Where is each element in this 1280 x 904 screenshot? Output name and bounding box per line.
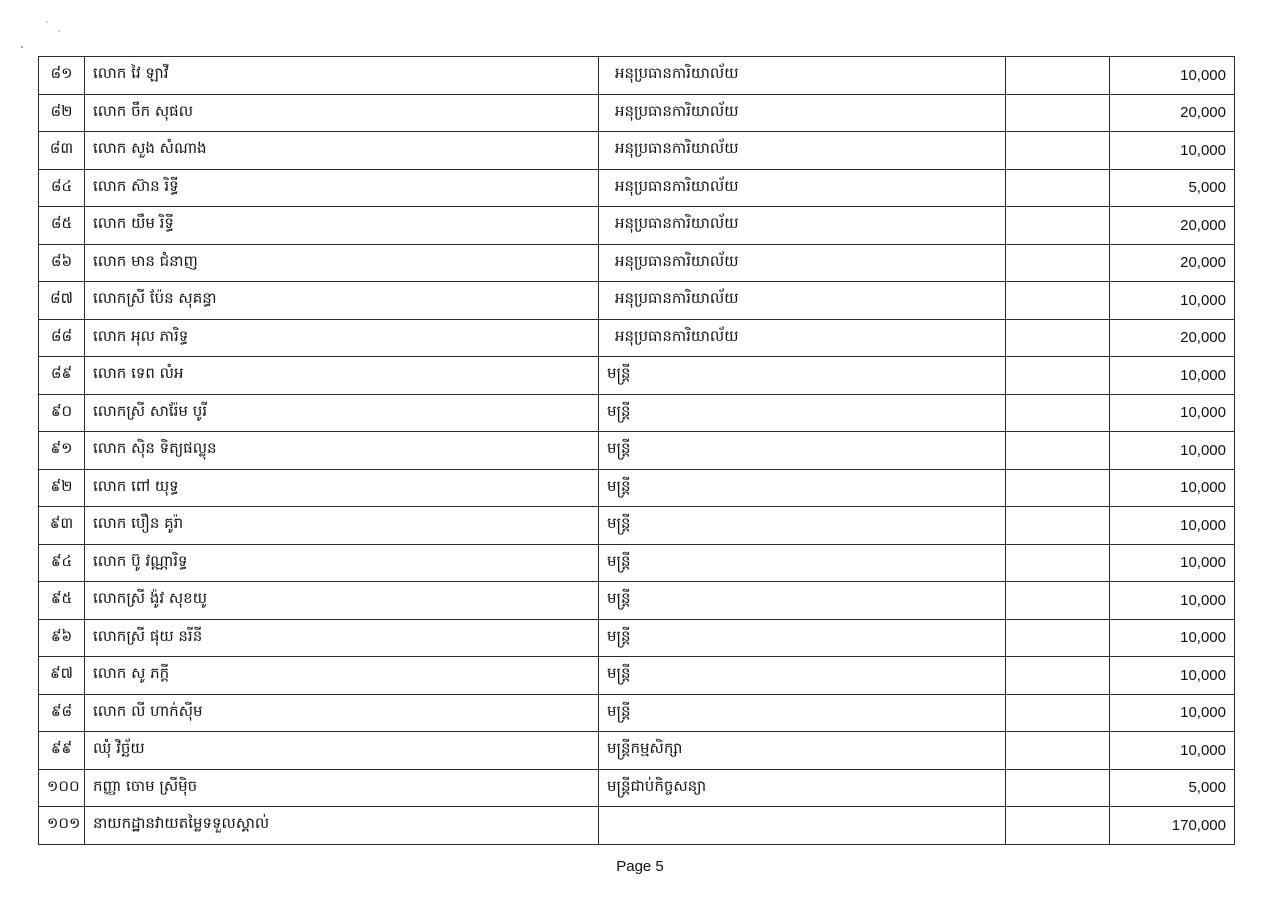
amount: 5,000 [1110,769,1235,807]
table-row [39,619,1235,657]
position-title: មន្ត្រី [599,657,1006,695]
amount: 10,000 [1110,544,1235,582]
person-name: លោក យឹម រិទ្ធី [85,207,599,245]
table-row [39,582,1235,620]
amount: 20,000 [1110,319,1235,357]
note-cell [1006,807,1110,845]
row-number: ៩៦ [39,619,85,657]
person-name: លោក ទេព លំអ [85,357,599,395]
person-name: លោក វៃ ឡាវី [85,57,599,95]
page-number: Page 5 [616,858,664,875]
amount: 10,000 [1110,469,1235,507]
note-cell [1006,619,1110,657]
row-number: ៨៨ [39,319,85,357]
table-row [39,169,1235,207]
position-title: មន្ត្រី [599,394,1006,432]
position-title [599,807,1006,845]
note-cell [1006,657,1110,695]
table-row [39,432,1235,470]
position-title: អនុប្រធានការិយាល័យ [599,132,1006,170]
row-number: ៩០ [39,394,85,432]
note-cell [1006,57,1110,95]
amount: 20,000 [1110,207,1235,245]
position-title: មន្ត្រី [599,469,1006,507]
table-row [39,507,1235,545]
table-row [39,282,1235,320]
note-cell [1006,244,1110,282]
table-row [39,57,1235,95]
amount: 10,000 [1110,357,1235,395]
person-name: លោកស្រី ផុយ នរីនី [85,619,599,657]
row-number: ៨៩ [39,357,85,395]
row-number: ៩៤ [39,544,85,582]
position-title: អនុប្រធានការិយាល័យ [599,244,1006,282]
position-title: មន្ត្រី [599,544,1006,582]
position-title: មន្ត្រី [599,694,1006,732]
person-name: លោក សួង សំណាង [85,132,599,170]
person-name: លោក សូ ភក្តី [85,657,599,695]
position-title: មន្ត្រី [599,357,1006,395]
person-name: ឈុំ វិច្ឆ័យ [85,732,599,770]
table-row [39,132,1235,170]
note-cell [1006,394,1110,432]
position-title: មន្ត្រី [599,507,1006,545]
table-row [39,694,1235,732]
row-number: ៨៧ [39,282,85,320]
table-row [39,207,1235,245]
note-cell [1006,282,1110,320]
position-title: មន្ត្រី [599,582,1006,620]
amount: 10,000 [1110,394,1235,432]
position-title: មន្ត្រី [599,619,1006,657]
note-cell [1006,319,1110,357]
table-row [39,657,1235,695]
row-number: ៩១ [39,432,85,470]
person-name: លោក បឿន គូរ៉ា [85,507,599,545]
table-row [39,769,1235,807]
position-title: មន្ត្រី [599,432,1006,470]
person-name: លោក មាន ជំនាញ [85,244,599,282]
note-cell [1006,694,1110,732]
amount: 20,000 [1110,244,1235,282]
amount: 10,000 [1110,57,1235,95]
note-cell [1006,544,1110,582]
row-number: ៩៨ [39,694,85,732]
note-cell [1006,94,1110,132]
position-title: អនុប្រធានការិយាល័យ [599,282,1006,320]
table-row [39,319,1235,357]
amount: 10,000 [1110,732,1235,770]
note-cell [1006,507,1110,545]
position-title: អនុប្រធានការិយាល័យ [599,57,1006,95]
note-cell [1006,132,1110,170]
amount: 10,000 [1110,282,1235,320]
amount: 10,000 [1110,432,1235,470]
amount: 20,000 [1110,94,1235,132]
person-name: លោក ស៊ាន រិទ្ធី [85,169,599,207]
amount: 10,000 [1110,657,1235,695]
row-number: ៨៤ [39,169,85,207]
person-name: នាយកដ្ឋានវាយតម្លៃទទួលស្គាល់ [85,807,599,845]
row-number: ៩២ [39,469,85,507]
position-title: អនុប្រធានការិយាល័យ [599,319,1006,357]
position-title: មន្ត្រីជាប់កិច្ចសន្យា [599,769,1006,807]
person-name: លោក អុល ភារិទ្ធ [85,319,599,357]
table-row [39,94,1235,132]
note-cell [1006,169,1110,207]
note-cell [1006,207,1110,245]
row-number: ១០១ [39,807,85,845]
amount: 5,000 [1110,169,1235,207]
position-title: អនុប្រធានការិយាល័យ [599,169,1006,207]
table-row [39,732,1235,770]
person-name: លោក លី ហាក់ស៊ីម [85,694,599,732]
row-number: ៩៧ [39,657,85,695]
note-cell [1006,582,1110,620]
position-title: មន្ត្រីកម្មសិក្សា [599,732,1006,770]
amount: 10,000 [1110,132,1235,170]
position-title: អនុប្រធានការិយាល័យ [599,207,1006,245]
note-cell [1006,469,1110,507]
scan-specks [0,0,100,60]
amount: 10,000 [1110,694,1235,732]
row-number: ៩៩ [39,732,85,770]
table-row [39,244,1235,282]
position-title: អនុប្រធានការិយាល័យ [599,94,1006,132]
row-number: ៨៣ [39,132,85,170]
person-name: កញ្ញា ចោម ស្រីម៉ិច [85,769,599,807]
amount: 10,000 [1110,507,1235,545]
note-cell [1006,769,1110,807]
table-body [39,57,1235,845]
table-row [39,394,1235,432]
row-number: ៩៣ [39,507,85,545]
row-number: ៨២ [39,94,85,132]
amount: 10,000 [1110,582,1235,620]
person-name: លោក ស៊ិន ទិត្យផល្លុន [85,432,599,470]
person-name: លោក ប៊ូ វណ្ណារិទ្ធ [85,544,599,582]
row-number: ៨៦ [39,244,85,282]
note-cell [1006,357,1110,395]
note-cell [1006,732,1110,770]
table-row [39,807,1235,845]
row-number: ៨១ [39,57,85,95]
amount: 10,000 [1110,619,1235,657]
row-number: ៩៥ [39,582,85,620]
person-name: លោកស្រី ប៉ែន សុគន្ធា [85,282,599,320]
note-cell [1006,432,1110,470]
person-name: លោក ចឹក សុផល [85,94,599,132]
person-name: លោកស្រី សារ៉ែម បូរី [85,394,599,432]
row-number: ១០០ [39,769,85,807]
person-name: លោកស្រី ង៉ូវ សុខយូ [85,582,599,620]
table-row [39,357,1235,395]
row-number: ៨៥ [39,207,85,245]
table-row [39,469,1235,507]
amount: 170,000 [1110,807,1235,845]
payment-table [38,56,1235,845]
table-row [39,544,1235,582]
person-name: លោក ពៅ យុទ្ធ [85,469,599,507]
